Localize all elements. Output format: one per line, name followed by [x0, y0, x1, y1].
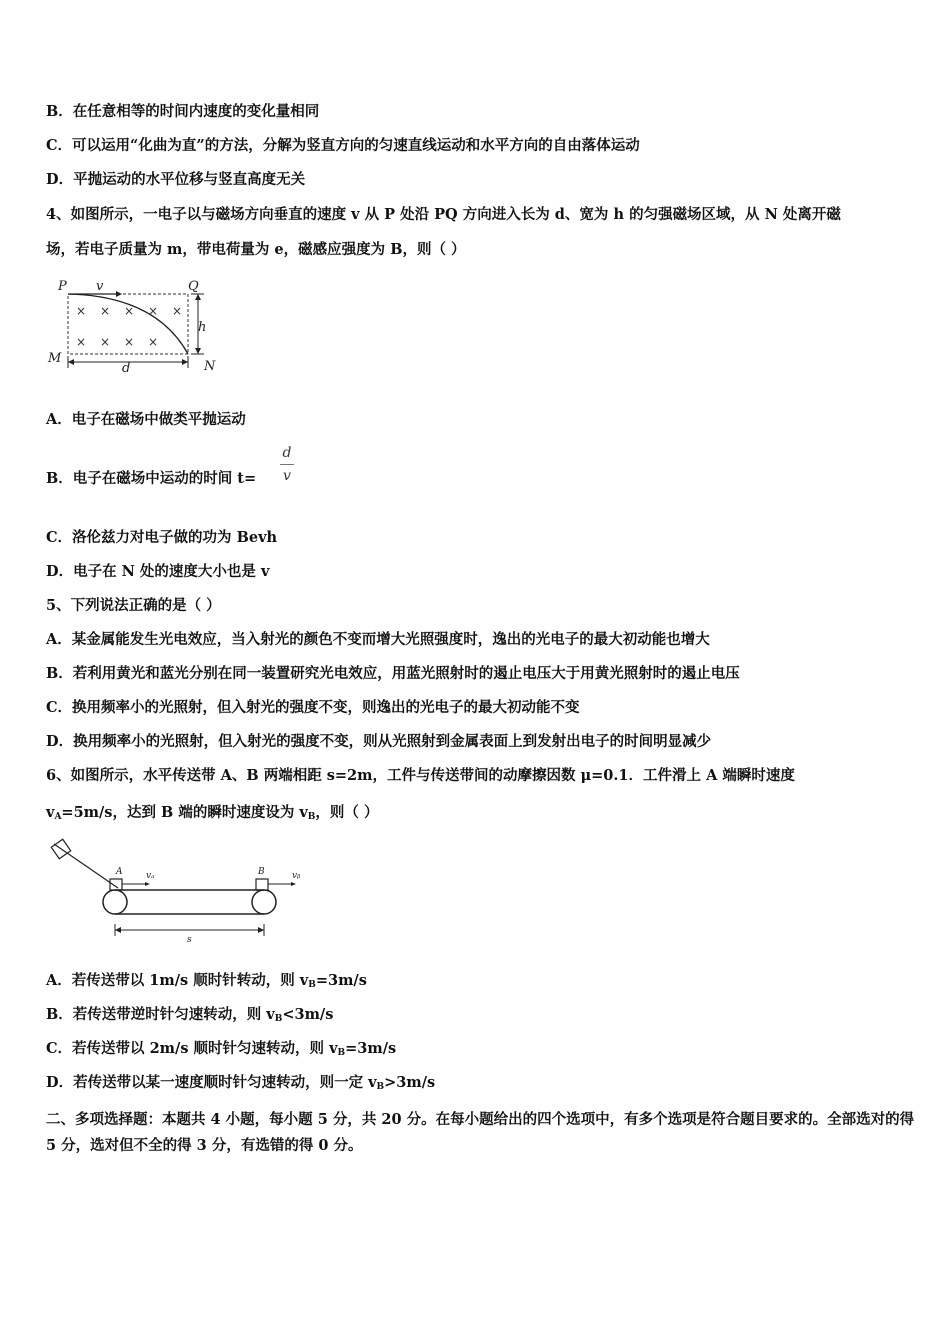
label-a: A — [116, 867, 123, 877]
field-cross: × — [76, 304, 87, 318]
time-fraction — [280, 444, 294, 485]
q6-stem-line1: 6、如图所示，水平传送带 A、B 两端相距 s=2m，工件与传送带间的动摩擦因数 μ=0.1．工件滑上 A 端瞬时速度 — [46, 767, 795, 784]
label-d: d — [122, 361, 131, 376]
fraction-denominator: v — [283, 468, 291, 484]
q6-option-b: B．若传送带逆时针匀速转动，则 $v_B<3m/s$ — [46, 1006, 334, 1024]
label-b: B — [258, 867, 265, 877]
q6-stem-line2: $v_A=5m/s$，达到 B 端的瞬时速度设为 $v_B$，则（ ） — [46, 804, 379, 822]
label-v: v — [96, 279, 104, 294]
label-n: N — [204, 359, 216, 374]
label-vb: vᵦ — [292, 871, 301, 881]
fraction-numerator: d — [282, 445, 292, 461]
field-cross: × — [124, 304, 135, 318]
q4-option-c: C．洛伦兹力对电子做的功为 Bevh — [46, 529, 278, 546]
label-m: M — [48, 351, 62, 366]
q3-option-b: B．在任意相等的时间内速度的变化量相同 — [46, 103, 320, 120]
q5-stem: 5、下列说法正确的是（ ） — [46, 597, 221, 614]
q5-option-a: A．某金属能发生光电效应，当入射光的颜色不变而增大光照强度时，逸出的光电子的最大初动能也增大 — [46, 631, 710, 648]
q4-stem-line1: 4、如图所示，一电子以与磁场方向垂直的速度 v 从 P 处沿 PQ 方向进入长为 d、宽为 h 的匀强磁场区域，从 N 处离开磁 — [46, 206, 841, 223]
section2-instructions: 二、多项选择题：本题共 4 小题，每小题 5 分，共 20 分。在每小题给出的四个选项中，有多个选项是符合题目要求的。全部选对的得 5 分，选对但不全的得 3 分，有选错的得 0 分。 — [46, 1111, 915, 1154]
q5-option-b: B．若利用黄光和蓝光分别在同一装置研究光电效应，用蓝光照射时的遏止电压大于用黄光照射时的遏止电压 — [46, 665, 740, 682]
field-cross: × — [76, 335, 87, 349]
field-cross: × — [100, 335, 111, 349]
field-cross: × — [172, 304, 183, 318]
label-h: h — [198, 320, 207, 335]
q4-option-b: B．电子在磁场中运动的时间 t= — [46, 470, 257, 487]
q5-option-c: C．换用频率小的光照射，但入射光的强度不变，则逸出的光电子的最大初动能不变 — [46, 699, 580, 716]
field-cross: × — [100, 304, 111, 318]
conveyor-belt-figure — [46, 838, 316, 948]
label-va: vₐ — [146, 871, 155, 881]
label-q: Q — [188, 279, 199, 294]
q3-option-d: D．平抛运动的水平位移与竖直高度无关 — [46, 171, 306, 188]
q6-option-d: D．若传送带以某一速度顺时针匀速转动，则一定 $v_B>3m/s$ — [46, 1074, 436, 1092]
field-cross: × — [148, 304, 159, 318]
q6-option-c: C．若传送带以 2m/s 顺时针匀速转动，则 $v_B=3m/s$ — [46, 1040, 397, 1058]
q6-option-a: A．若传送带以 1m/s 顺时针转动，则 $v_B=3m/s$ — [46, 972, 367, 990]
q3-option-c: C．可以运用“化曲为直”的方法，分解为竖直方向的匀速直线运动和水平方向的自由落体运动 — [46, 137, 640, 154]
q4-stem-line2: 场，若电子质量为 m，带电荷量为 e，磁感应强度为 B，则（ ） — [46, 241, 466, 258]
field-cross: × — [148, 335, 159, 349]
q4-option-a: A．电子在磁场中做类平抛运动 — [46, 411, 246, 428]
q4-option-d: D．电子在 N 处的速度大小也是 v — [46, 563, 270, 580]
field-cross: × — [124, 335, 135, 349]
magnetic-field-figure — [46, 276, 226, 376]
label-s: s — [187, 935, 192, 945]
q5-option-d: D．换用频率小的光照射，但入射光的强度不变，则从光照射到金属表面上到发射出电子的时间明显减少 — [46, 733, 712, 750]
label-p: P — [58, 279, 67, 294]
